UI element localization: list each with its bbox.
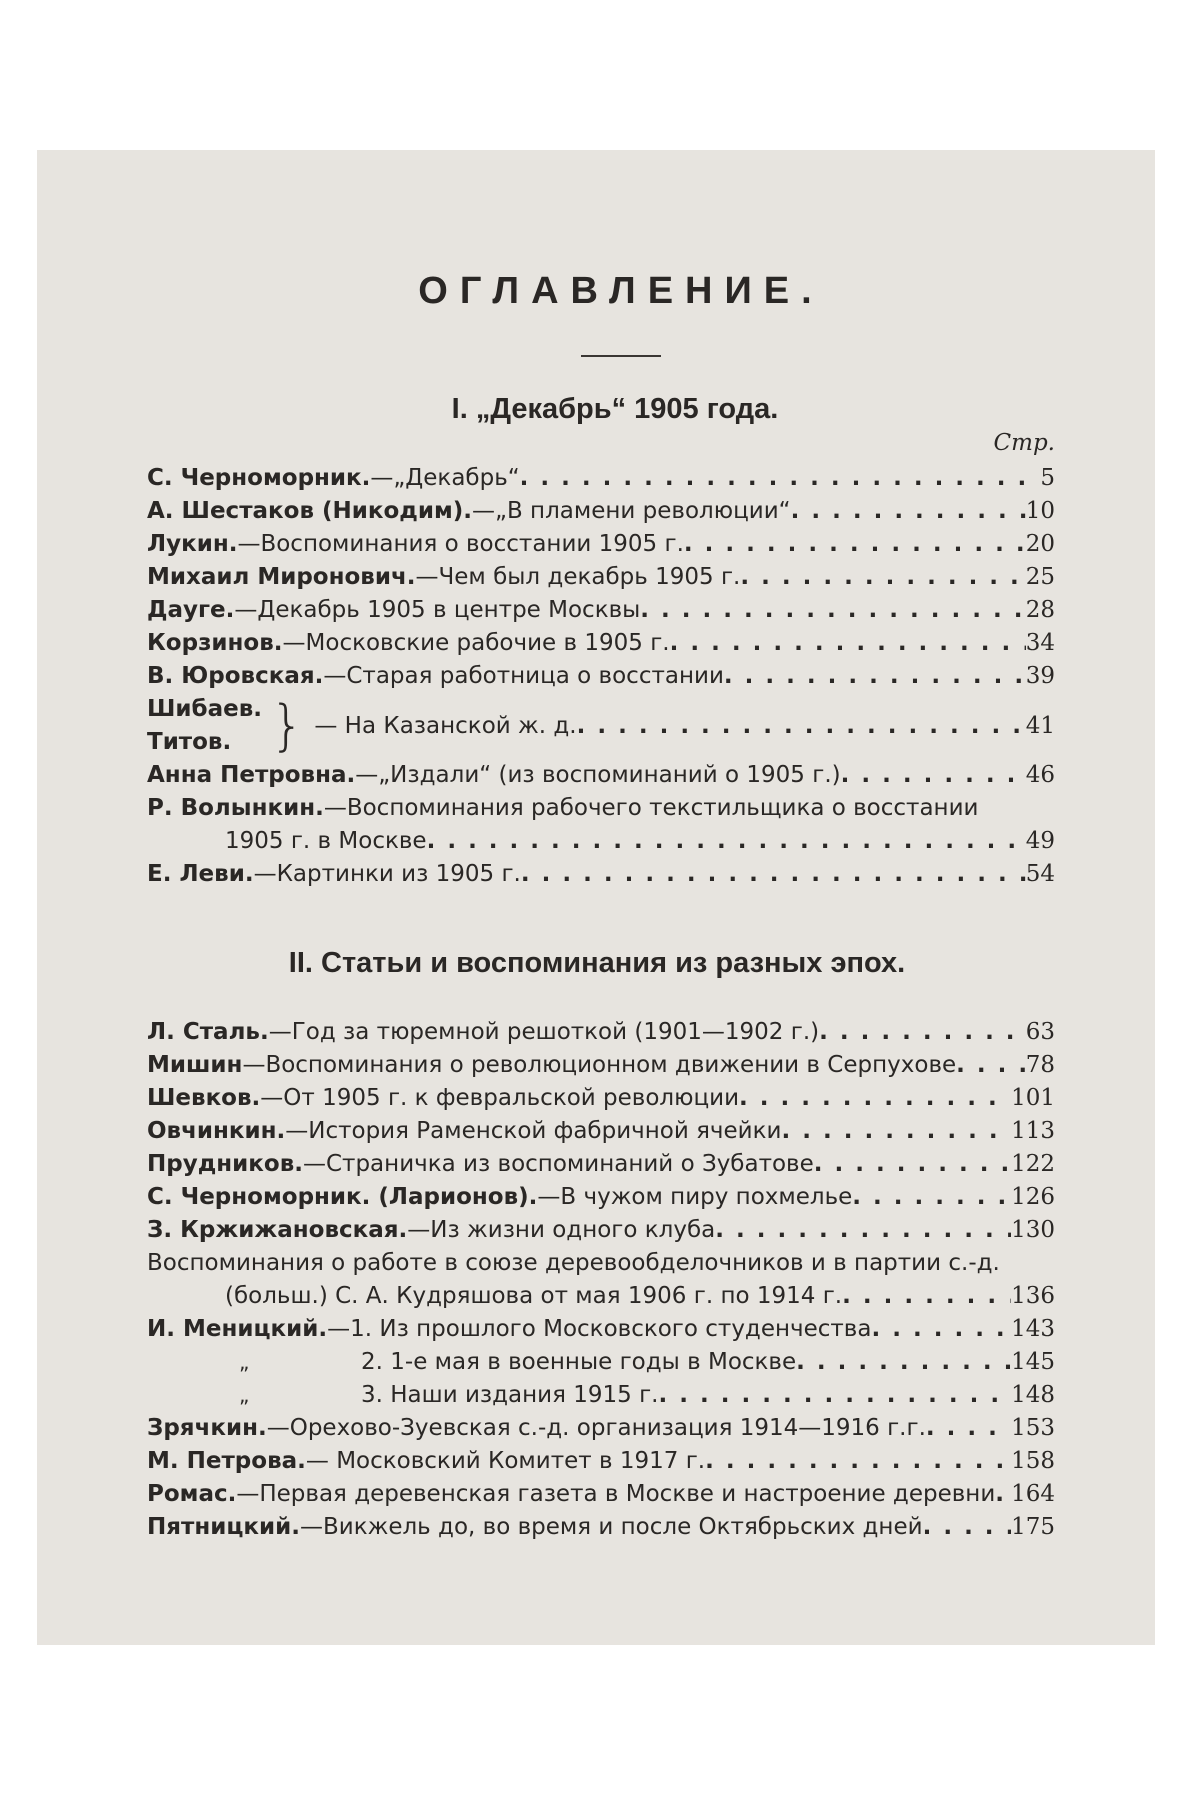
entry-author: Анна Петровна. — [147, 762, 356, 788]
toc-entry — [147, 1313, 1055, 1346]
toc-entry — [147, 528, 1055, 561]
book-page — [37, 150, 1155, 1645]
toc-entry — [147, 1148, 1055, 1181]
section-1-title: I. „Декабрь“ 1905 года. — [451, 393, 779, 425]
entry-page: 10 — [1025, 498, 1055, 524]
toc-entry — [147, 1214, 1055, 1247]
dot-leader — [814, 1148, 1011, 1181]
entry-author: С. Черноморник. (Ларионов). — [147, 1184, 538, 1210]
entry-author: Пятницкий. — [147, 1514, 300, 1540]
toc-entry — [147, 792, 1055, 825]
entry-title: —Первая деревенская газета в Москве и настроение деревни — [236, 1481, 996, 1507]
page-column-label: Стр. — [993, 430, 1055, 456]
entry-page: 101 — [1011, 1085, 1055, 1111]
entry-author: Мишин — [147, 1052, 243, 1078]
entry-title: 3. Наши издания 1915 г. — [361, 1382, 659, 1408]
entry-author: Титов. — [147, 729, 232, 755]
entry-title: Воспоминания о работе в союзе деревообделочников и в партии с.-д. — [147, 1250, 1000, 1276]
toc-entry — [147, 627, 1055, 660]
dot-leader — [923, 1511, 1012, 1544]
entry-author: Шевков. — [147, 1085, 261, 1111]
toc-entry-joint-authors — [147, 693, 1055, 759]
entry-title: —История Раменской фабричной ячейки — [285, 1118, 782, 1144]
entry-page: 28 — [1025, 597, 1055, 623]
entry-page: 5 — [1040, 465, 1055, 491]
dot-leader — [956, 1049, 1026, 1082]
dot-leader — [740, 561, 1025, 594]
dot-leader — [640, 594, 1025, 627]
entry-title: —Год за тюремной решоткой (1901—1902 г.) — [268, 1019, 820, 1045]
entry-author: Е. Леви. — [147, 861, 254, 887]
dot-leader — [659, 1379, 1012, 1412]
toc-entry — [147, 1049, 1055, 1082]
entry-title: —1. Из прошлого Московского студенчества — [327, 1316, 872, 1342]
dot-leader — [520, 462, 1030, 495]
brace: } — [270, 694, 305, 757]
entry-author: Корзинов. — [147, 630, 283, 656]
entry-page: 158 — [1011, 1448, 1055, 1474]
entry-title: —Из жизни одного клуба — [407, 1217, 716, 1243]
toc-entry — [147, 1016, 1055, 1049]
entry-author: Михаил Миронович. — [147, 564, 416, 590]
toc-entry — [147, 561, 1055, 594]
toc-entry — [147, 1412, 1055, 1445]
dot-leader — [739, 1082, 1011, 1115]
entry-page: 153 — [1011, 1415, 1055, 1441]
dot-leader — [715, 1214, 1011, 1247]
toc-entry — [147, 1247, 1055, 1280]
dot-leader — [791, 495, 1026, 528]
entry-title: — Московский Комитет в 1917 г. — [305, 1448, 706, 1474]
entry-title: —Старая работница о восстании — [323, 663, 724, 689]
entry-title: —„В пламени революции“ — [472, 498, 791, 524]
toc-entry-continuation — [147, 825, 1055, 858]
toc-entry — [147, 1181, 1055, 1214]
entry-title: —В чужом пиру похмелье — [537, 1184, 853, 1210]
dot-leader — [670, 627, 1026, 660]
entry-title: 2. 1-е мая в военные годы в Москве — [361, 1349, 797, 1375]
dot-leader — [995, 1478, 1011, 1511]
toc-entry — [147, 660, 1055, 693]
entry-page: 49 — [1025, 828, 1055, 854]
toc-entry-continuation — [147, 1280, 1055, 1313]
toc-entry — [147, 1478, 1055, 1511]
entry-page: 143 — [1011, 1316, 1055, 1342]
entry-author: Ромас. — [147, 1481, 237, 1507]
entry-page: 175 — [1011, 1514, 1055, 1540]
toc-entry-sub — [147, 1379, 1055, 1412]
entry-author: Дауге. — [147, 597, 235, 623]
entry-page: 78 — [1025, 1052, 1055, 1078]
entry-page: 25 — [1025, 564, 1055, 590]
entry-title: —Воспоминания рабочего текстильщика о восстании — [323, 795, 979, 821]
entry-author: М. Петрова. — [147, 1448, 306, 1474]
joint-authors — [147, 693, 262, 759]
entry-page: 122 — [1011, 1151, 1055, 1177]
entry-page: 41 — [1025, 713, 1055, 739]
ditto-mark: „ — [239, 1350, 250, 1374]
section-2-title: II. Статьи и воспоминания из разных эпох. — [288, 947, 906, 979]
entry-title: —„Декабрь“ — [370, 465, 520, 491]
entry-author: Овчинкин. — [147, 1118, 286, 1144]
toc-entry — [147, 759, 1055, 792]
toc-entry — [147, 594, 1055, 627]
entry-title: —Страничка из воспоминаний о Зубатове — [303, 1151, 814, 1177]
dot-leader — [705, 1445, 1011, 1478]
entry-page: 136 — [1011, 1283, 1055, 1309]
dot-leader — [842, 1280, 1011, 1313]
dot-leader — [684, 528, 1026, 561]
entry-title: — На Казанской ж. д. — [314, 713, 577, 739]
toc-entry — [147, 495, 1055, 528]
toc-entry — [147, 1511, 1055, 1544]
entry-page: 39 — [1025, 663, 1055, 689]
entry-author: Прудников. — [147, 1151, 303, 1177]
heading-rule — [581, 355, 661, 357]
toc-entry — [147, 1115, 1055, 1148]
entry-title-cont: 1905 г. в Москве — [225, 828, 427, 854]
section-1-entries — [147, 462, 1055, 891]
section-2-entries — [147, 1016, 1055, 1544]
entry-author: И. Меницкий. — [147, 1316, 328, 1342]
entry-title: —Картинки из 1905 г. — [253, 861, 521, 887]
entry-title: —Викжель до, во время и после Октябрьских дней — [299, 1514, 923, 1540]
entry-author: Шибаев. — [147, 696, 262, 722]
entry-author: Л. Сталь. — [147, 1019, 269, 1045]
dot-leader — [724, 660, 1026, 693]
entry-title: —Чем был декабрь 1905 г. — [415, 564, 741, 590]
dot-leader — [841, 759, 1026, 792]
dot-leader — [427, 825, 1025, 858]
dot-leader — [521, 858, 1026, 891]
toc-entry — [147, 858, 1055, 891]
entry-title: —От 1905 г. к февральской революции — [260, 1085, 740, 1111]
entry-page: 113 — [1011, 1118, 1055, 1144]
ditto-mark: „ — [239, 1383, 250, 1407]
entry-page: 46 — [1025, 762, 1055, 788]
toc-entry — [147, 1445, 1055, 1478]
entry-author: Р. Волынкин. — [147, 795, 324, 821]
entry-author: А. Шестаков (Никодим). — [147, 498, 473, 524]
dot-leader — [871, 1313, 1011, 1346]
entry-title-cont: (больш.) С. А. Кудряшова от мая 1906 г. по 1914 г. — [225, 1283, 843, 1309]
dot-leader — [852, 1181, 1011, 1214]
page-heading: ОГЛАВЛЕНИЕ. — [418, 270, 824, 312]
entry-page: 148 — [1011, 1382, 1055, 1408]
entry-page: 126 — [1011, 1184, 1055, 1210]
entry-title: —Орехово-Зуевская с.-д. организация 1914—1916 г.г. — [266, 1415, 926, 1441]
dot-leader — [781, 1115, 1011, 1148]
entry-page: 130 — [1011, 1217, 1055, 1243]
entry-title: —Воспоминания о революционном движении в Серпухове — [242, 1052, 957, 1078]
entry-author: З. Кржижановская. — [147, 1217, 408, 1243]
entry-title: —Декабрь 1905 в центре Москвы — [234, 597, 641, 623]
dot-leader — [819, 1016, 1026, 1049]
entry-page: 34 — [1025, 630, 1055, 656]
entry-title: —Воспоминания о восстании 1905 г. — [237, 531, 684, 557]
dot-leader — [926, 1412, 1011, 1445]
entry-page: 54 — [1025, 861, 1055, 887]
entry-title: —„Издали“ (из воспоминаний о 1905 г.) — [355, 762, 841, 788]
dot-leader — [577, 713, 1021, 739]
toc-entry — [147, 462, 1055, 495]
entry-page: 164 — [1011, 1481, 1055, 1507]
entry-author: Зрячкин. — [147, 1415, 267, 1441]
entry-author: В. Юровская. — [147, 663, 324, 689]
dot-leader — [796, 1346, 1011, 1379]
entry-author: Лукин. — [147, 531, 238, 557]
entry-title: —Московские рабочие в 1905 г. — [282, 630, 670, 656]
entry-page: 145 — [1011, 1349, 1055, 1375]
entry-page: 63 — [1025, 1019, 1055, 1045]
toc-entry-sub — [147, 1346, 1055, 1379]
entry-author: С. Черноморник. — [147, 465, 371, 491]
toc-entry — [147, 1082, 1055, 1115]
entry-page: 20 — [1025, 531, 1055, 557]
